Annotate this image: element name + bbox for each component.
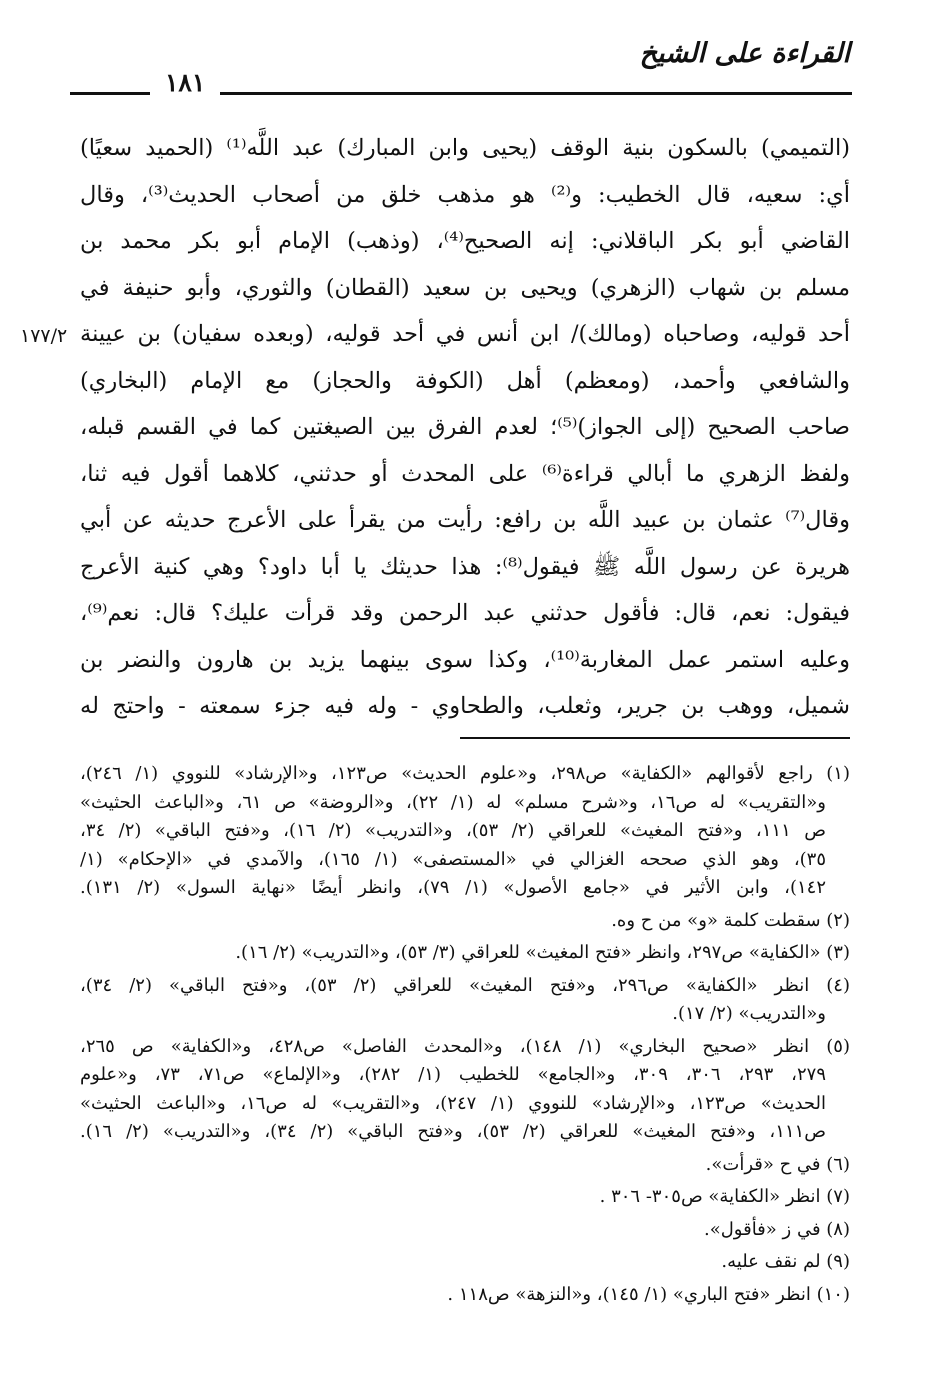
text-line: فيقول: نعم، قال: فأقول حدثني عبد الرحمن وقد قرأت عليك؟ قال: نعم⁽⁹⁾،: [80, 600, 850, 626]
footnote-line: ص١١١، و«فتح المغيث» للعراقي (٢/ ٥٣)، و«فتح الباقي» (٢/ ٣٤)، و«التدريب» (٢/ ١٦).: [80, 1121, 826, 1142]
footnote-5: [80, 1033, 850, 1147]
text-line: أحد قوليه، وصاحباه (ومالك)/ ابن أنس في أحد قوليه، (وبعده سفيان) بن عيينة: [80, 321, 850, 347]
footnote-10: [80, 1281, 850, 1310]
text-line: القاضي أبو بكر الباقلاني: إنه الصحيح⁽⁴⁾، (وذهب) الإمام أبو بكر محمد بن: [80, 228, 850, 254]
footnote-1: [80, 760, 850, 903]
footnote-2: [80, 907, 850, 936]
text-line: صاحب الصحيح (إلى الجواز)⁽⁵⁾؛ لعدم الفرق بين الصيغتين كما في القسم قبله،: [80, 414, 850, 440]
footnote-line: (٤) انظر «الكفاية» ص٢٩٦، و«فتح المغيث» للعراقي (٢/ ٥٣)، و«فتح الباقي» (٢/ ٣٤)،: [80, 974, 850, 996]
footnote-line: (٣) «الكفاية» ص٢٩٧، وانظر «فتح المغيث» للعراقي (٣/ ٥٣)، و«التدريب» (٢/ ١٦).: [235, 942, 850, 963]
footnote-line: ٣٥)، وهو الذي صححه الغزالي في «المستصفى» (١/ ١٦٥)، والآمدي في «الإحكام» (١/: [80, 848, 826, 870]
margin-note: ١٧٧/٢: [20, 325, 68, 347]
footnote-line: ١٤٢)، وابن الأثير في «جامع الأصول» (١/ ٧٩)، وانظر أيضًا «نهاية السول» (٢/ ١٣١).: [80, 877, 827, 898]
text-line: (التميمي) بالسكون بنية الوقف (يحيى وابن المبارك) عبد اللَّه⁽¹⁾ (الحميد سعيًا): [80, 135, 850, 161]
footnote-line: (٧) انظر «الكفاية» ص٣٠٥- ٣٠٦ .: [599, 1186, 850, 1207]
footnote-9: [80, 1248, 850, 1277]
footnote-line: (٩) لم نقف عليه.: [721, 1251, 850, 1272]
text-line: مسلم بن شهاب (الزهري) ويحيى بن سعيد (القطان) والثوري، وأبو حنيفة في: [80, 274, 850, 301]
footnote-line: (٦) في ح «قرأت».: [705, 1153, 850, 1175]
header-rule-left: [70, 92, 150, 95]
main-text: [80, 125, 850, 730]
footnote-8: [80, 1216, 850, 1245]
footnote-separator: [460, 737, 850, 739]
footnote-6: [80, 1151, 850, 1180]
footnote-7: [80, 1183, 850, 1212]
text-line: وقال⁽⁷⁾ عثمان بن عبيد اللَّه بن رافع: رأيت من يقرأ على الأعرج حديثه عن أبي: [80, 507, 850, 533]
page-number: ١٨١: [165, 68, 206, 97]
footnotes: [80, 760, 850, 1313]
footnote-line: (٥) انظر «صحيح البخاري» (١/ ١٤٨)، و«المحدث الفاصل» ص٤٢٨، و«الكفاية» ص ٢٦٥،: [80, 1035, 850, 1057]
footnote-4: [80, 972, 850, 1029]
footnote-line: ٢٧٩، ٢٩٣، ٣٠٦، ٣٠٩، و«الجامع» للخطيب (١/ ٢٨٢)، و«الإلماع» ص٧١، ٧٣، و«علوم: [80, 1064, 827, 1085]
footnote-line: (١) راجع لأقوالهم «الكفاية» ص٢٩٨، و«علوم الحديث» ص١٢٣، و«الإرشاد» للنووي (١/ ٢٤٦)،: [80, 763, 850, 784]
text-line: ولفظ الزهري ما أبالي قراءة⁽⁶⁾ على المحدث أو حدثني، كلاهما أقول فيه ثنا،: [80, 460, 850, 487]
running-title: القراءة على الشيخ: [639, 38, 850, 69]
footnote-line: و«التدريب» (٢/ ١٧).: [672, 1003, 826, 1024]
footnote-line: (٨) في ز «فأقول».: [703, 1218, 850, 1240]
footnote-line: و«التقريب» له ص١٦، و«شرح مسلم» له (١/ ٢٢)، و«الروضة» ص ٦١، و«الباعث الحثيث»: [80, 791, 826, 813]
text-line: والشافعي وأحمد، (ومعظم) أهل (الكوفة والحجاز) مع الإمام (البخاري): [80, 367, 850, 394]
footnote-3: [80, 939, 850, 968]
footnote-line: ص ١١١، و«فتح المغيث» للعراقي (٢/ ٥٣)، و«التدريب» (٢/ ١٦)، و«فتح الباقي» (٢/ ٣٤،: [80, 820, 826, 841]
footnote-line: (٢) سقطت كلمة «و» من ح وه.: [611, 909, 850, 931]
footnote-line: (١٠) انظر «فتح الباري» (١/ ١٤٥)، و«النزهة» ص١١٨ .: [447, 1283, 850, 1305]
header-rule-right: [220, 92, 852, 95]
text-line: وعليه استمر عمل المغاربة⁽¹⁰⁾، وكذا سوى بينهما يزيد بن هارون والنضر بن: [80, 646, 850, 673]
text-line: هريرة عن رسول اللَّه ﷺ فيقول⁽⁸⁾: هذا حديثك يا أبا داود؟ وهي كنية الأعرج: [80, 553, 850, 580]
footnote-line: الحديث» ص١٢٣، و«الإرشاد» للنووي (١/ ٢٤٧)، و«التقريب» له ص١٦، و«الباعث الحثيث»: [80, 1092, 826, 1114]
text-line: أي: سعيه، قال الخطيب: و⁽²⁾ هو مذهب خلق من أصحاب الحديث⁽³⁾، وقال: [80, 181, 850, 208]
text-line: شميل، ووهب بن جرير، وثعلب، والطحاوي - وله فيه جزء سمعته - واحتج له: [80, 693, 850, 719]
